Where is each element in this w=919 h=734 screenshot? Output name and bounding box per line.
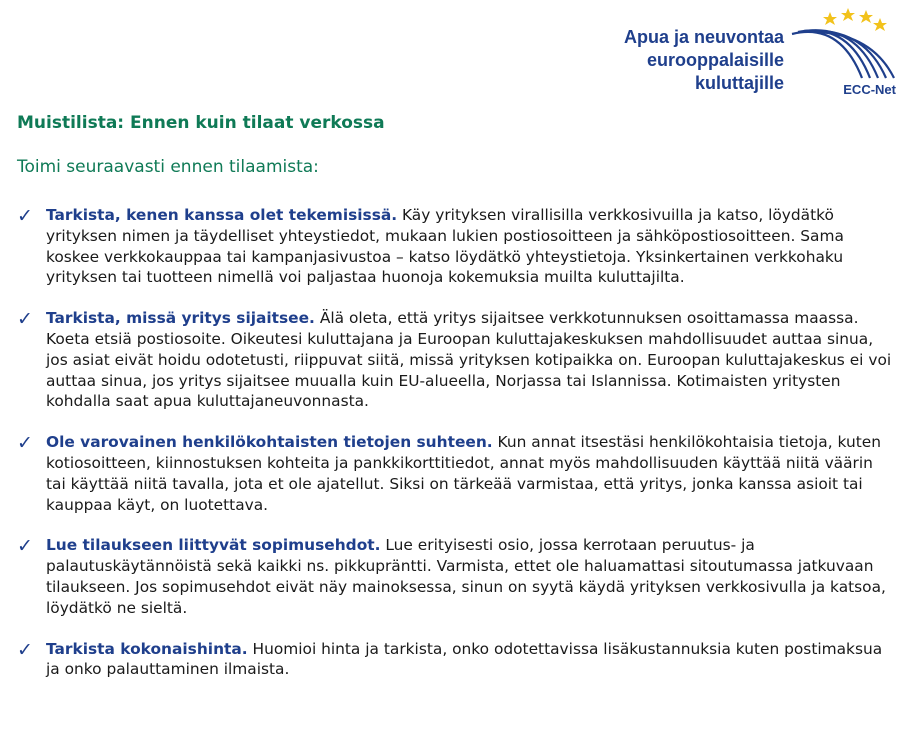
item-text: Käy yrityksen virallisilla verkkosivuilla ja katso, löydätkö yrityksen nimen ja täydelliset yhteystiedot, mukaan lukien postiosoitteen ja sähköpostiosoitteen. Sama koskee verkkokauppaa tai kampanjasivustoa – katso löydätkö yhteystietoja. Yksinkertainen verkkohaku yrityksen tai tuotteen nimellä voi paljastaa huonoja kokemuksia muilta kuluttajilta. — [46, 206, 844, 287]
logo-line-3: kuluttajille — [694, 73, 784, 93]
check-icon: ✓ — [17, 535, 33, 558]
item-heading: Tarkista kokonaishinta. — [46, 639, 248, 658]
item-heading: Tarkista, kenen kanssa olet tekemisissä. — [46, 206, 398, 224]
checklist-item — [17, 535, 897, 618]
item-heading: Lue tilaukseen liittyvät sopimusehdot. — [46, 536, 381, 555]
checklist-item — [17, 308, 897, 412]
ecc-net-logo — [612, 4, 902, 100]
check-icon: ✓ — [17, 205, 33, 227]
logo-line-1: Apua ja neuvontaa — [623, 27, 784, 47]
ecc-net-label: ECC-Net — [843, 82, 896, 97]
checklist-item — [17, 205, 897, 288]
checklist-item — [17, 432, 897, 515]
checklist — [17, 205, 897, 700]
item-heading: Ole varovainen henkilökohtaisten tietojen suhteen. — [46, 433, 493, 452]
arcs-stars-icon — [790, 4, 902, 94]
item-heading: Tarkista, missä yritys sijaitsee. — [46, 309, 315, 328]
check-icon: ✓ — [17, 638, 33, 661]
item-text: Älä oleta, että yritys sijaitsee verkkotunnuksen osoittamassa maassa. Koeta etsiä postiosoite. Oikeutesi kuluttajana ja Euroopan kuluttajakeskuksen mahdollisuudet auttaa sinua, jos asiat eivät hoidu odotetusti, riippuvat siitä, missä yrityksen kotipaikka on. Euroopan kuluttajakeskus ei voi auttaa sinua, jos yritys sijaitsee muualla kuin EU-alueella, Norjassa tai Islannissa. Kotimaisten yritysten kohdalla saat apua kuluttajaneuvonnasta. — [46, 309, 892, 411]
check-icon: ✓ — [17, 308, 33, 331]
check-icon: ✓ — [17, 432, 33, 455]
page-title: Muistilista: Ennen kuin tilaat verkossa — [17, 113, 385, 133]
item-text: Lue erityisesti osio, jossa kerrotaan peruutus- ja palautuskäytännöistä sekä kaikki ns. pikkupräntti. Varmista, ettet ole haluamattasi sitoutumassa jatkuvaan tilaukseen. Jos sopimusehdot eivät näy mainoksessa, sinun on syytä käydä yrityksen verkkosivulla ja katsoa, löydätkö ne sieltä. — [46, 536, 886, 617]
logo-line-2: eurooppalaisille — [646, 50, 784, 70]
logo-tagline — [624, 26, 784, 95]
item-text: Kun annat itsestäsi henkilökohtaisia tietoja, kuten kotiosoitteen, kiinnostuksen kohteita ja pankkikorttitiedot, annat myös mahdollisuuden käyttää niitä väärin tai käyttää niitä tavalla, jota et ole ajatellut. Siksi on tärkeää varmistaa, että yritys, jonka kanssa asioit tai kauppaa käyt, on luotettava. — [46, 433, 881, 514]
page-subtitle: Toimi seuraavasti ennen tilaamista: — [17, 157, 319, 177]
checklist-item — [17, 639, 897, 681]
item-text: Huomioi hinta ja tarkista, onko odotettavissa lisäkustannuksia kuten postimaksua ja onko palauttaminen ilmaista. — [46, 639, 883, 679]
